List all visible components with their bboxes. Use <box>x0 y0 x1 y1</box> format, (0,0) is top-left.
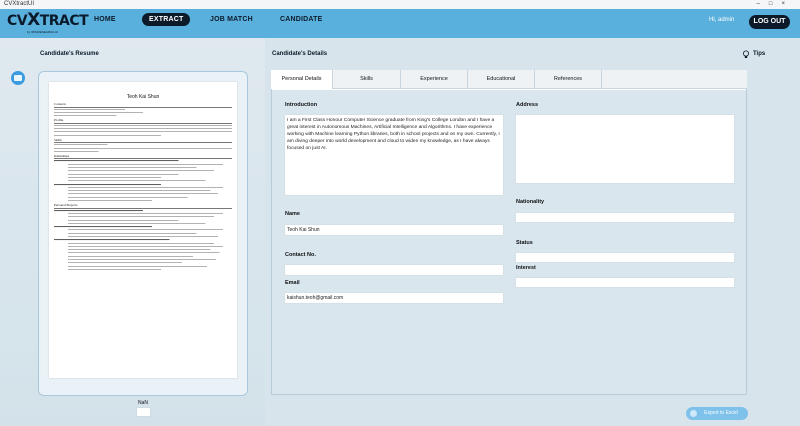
page-nav-input[interactable] <box>136 407 151 417</box>
nav-job-match[interactable]: JOB MATCH <box>210 16 253 23</box>
nationality-field[interactable] <box>515 212 735 223</box>
tab-educational[interactable]: Educational <box>468 70 535 89</box>
email-label: Email <box>285 280 300 286</box>
nationality-label: Nationality <box>516 199 545 205</box>
brand-logo: CVXTRACT <box>7 10 89 30</box>
resume-heading-projects: Personal Projects <box>54 204 232 208</box>
tab-skills[interactable]: Skills <box>333 70 401 89</box>
page-nav-label: NaN <box>138 400 149 406</box>
email-value: kaishun.teoh@gmail.com <box>287 295 344 301</box>
status-field[interactable] <box>515 252 735 263</box>
resume-page[interactable] <box>49 82 237 378</box>
interest-field[interactable] <box>515 277 735 288</box>
interest-label: Interest <box>516 265 536 271</box>
resume-section-title: Candidate's Resume <box>40 51 99 57</box>
folder-icon[interactable] <box>11 71 25 85</box>
introduction-label: Introduction <box>285 102 318 108</box>
nav-candidate[interactable]: CANDIDATE <box>280 16 323 23</box>
introduction-text: I am a First Class Honour Computer Science graduate from King's College London and I have a great interest in Autonomous Machines, Artificial Intelligence and Algorithms. I have experience working with Machine learning Python libraries, both in school projects and on my own. Currently, I am diving deeper into world development and cloud to widen my knowledge, as I have always focused on just AI. <box>287 118 500 151</box>
bulb-icon[interactable] <box>742 50 750 59</box>
name-value: Teoh Kai Shun <box>287 227 320 233</box>
logout-button[interactable]: LOG OUT <box>749 15 790 29</box>
window-controls[interactable]: –□× <box>756 1 794 7</box>
tab-personal-details[interactable]: Personal Details <box>271 70 333 89</box>
top-nav <box>0 9 800 38</box>
nav-home[interactable]: HOME <box>94 16 116 23</box>
export-label: Export to Excel <box>704 410 738 416</box>
resume-heading-internships: Internships <box>54 155 232 159</box>
user-greeting: Hi, admin <box>709 17 735 23</box>
address-label: Address <box>516 102 539 108</box>
tips-button[interactable]: Tips <box>753 51 766 57</box>
brand-logo-subtitle: by IRIS/RESEARCH AI <box>27 30 58 34</box>
resume-name: Teoh Kai Shun <box>126 94 160 100</box>
resume-heading-profile: Profile <box>54 119 232 123</box>
tab-references[interactable]: References <box>535 70 602 89</box>
name-label: Name <box>285 211 300 217</box>
address-field[interactable] <box>515 114 735 184</box>
window-titlebar <box>0 0 800 9</box>
resume-heading-skills: Skills <box>54 139 232 143</box>
contact-label: Contact No. <box>285 252 316 258</box>
status-label: Status <box>516 240 533 246</box>
tab-experience[interactable]: Experience <box>401 70 468 89</box>
details-section-title: Candidate's Details <box>272 51 328 57</box>
resume-heading-contacts: Contacts <box>54 103 232 107</box>
export-icon <box>690 410 697 417</box>
window-title: CVXtractUI <box>4 1 35 7</box>
nav-extract[interactable]: EXTRACT <box>142 13 190 26</box>
contact-field[interactable] <box>284 264 504 276</box>
